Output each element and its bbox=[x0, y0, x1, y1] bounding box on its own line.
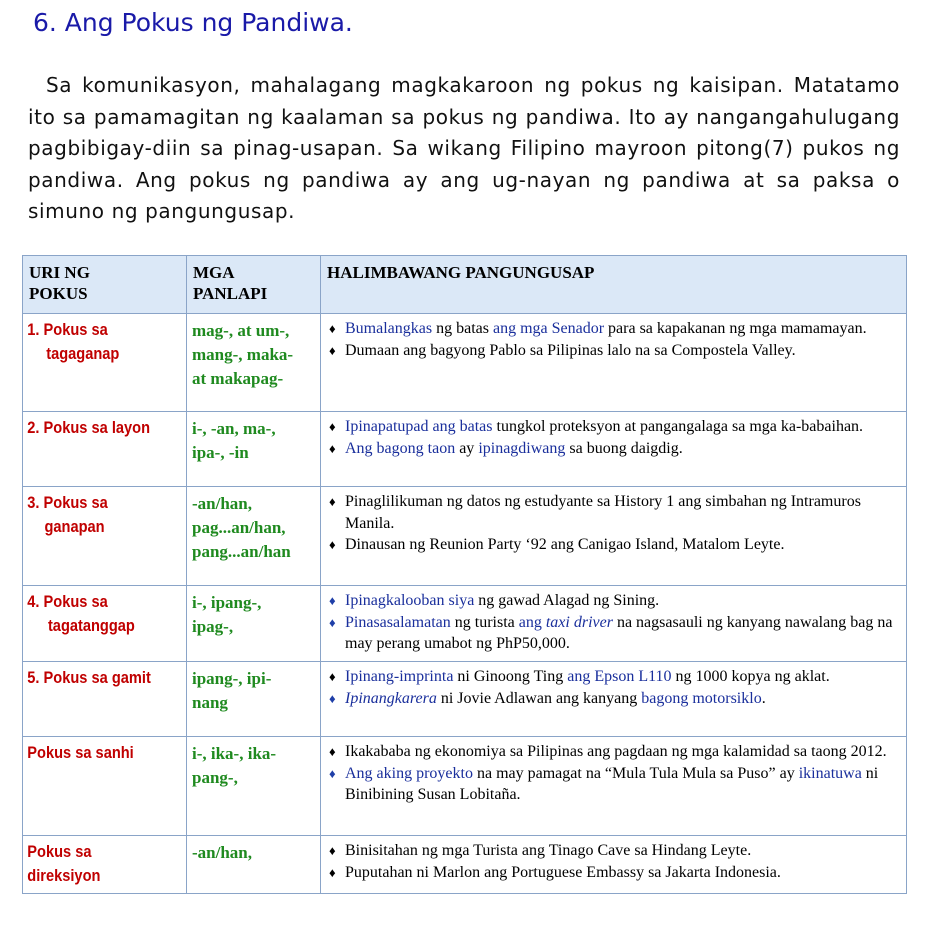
focus-type: 1. Pokus sa tagaganap bbox=[27, 320, 120, 363]
affix-list: mag-, at um-, mang-, maka- at makapag- bbox=[192, 321, 294, 388]
focus-type: Pokus sa sanhi bbox=[27, 743, 134, 762]
table-row bbox=[23, 737, 907, 836]
affix-list: i-, ika-, ika- pang-, bbox=[192, 744, 277, 787]
example-sentence: ♦ Puputahan ni Marlon ang Portuguese Embassy sa Jakarta Indonesia. bbox=[327, 862, 900, 884]
header-type: URI NG POKUS bbox=[23, 256, 187, 314]
focus-type: 5. Pokus sa gamit bbox=[27, 668, 151, 687]
affix-list: -an/han, bbox=[192, 843, 252, 862]
table-row bbox=[23, 314, 907, 412]
example-list bbox=[321, 586, 906, 659]
example-sentence: ♦ Bumalangkas ng batas ang mga Senador para sa kapakanan ng mga mamamayan. bbox=[327, 318, 900, 340]
affix-list: -an/han, pag...an/han, pang...an/han bbox=[192, 494, 291, 561]
example-sentence: ♦ Ipinang-imprinta ni Ginoong Ting ang Epson L110 ng 1000 kopya ng aklat. bbox=[327, 666, 900, 688]
example-sentence: ♦ Dumaan ang bagyong Pablo sa Pilipinas lalo na sa Compostela Valley. bbox=[327, 340, 900, 362]
affix-list: i-, -an, ma-, ipa-, -in bbox=[192, 419, 276, 462]
focus-type: Pokus sa direksiyon bbox=[27, 842, 101, 885]
example-list bbox=[321, 836, 906, 887]
example-sentence: ♦ Ipinapatupad ang batas tungkol proteksyon at pangangalaga sa mga ka-babaihan. bbox=[327, 416, 900, 438]
affix-list: i-, ipang-, ipag-, bbox=[192, 593, 262, 636]
example-list bbox=[321, 487, 906, 560]
table-header-row bbox=[23, 256, 907, 314]
example-list bbox=[321, 412, 906, 463]
focus-table bbox=[22, 255, 907, 894]
intro-paragraph bbox=[28, 70, 900, 228]
focus-type: 2. Pokus sa layon bbox=[27, 418, 151, 437]
table-row bbox=[23, 586, 907, 662]
example-sentence: ♦ Dinausan ng Reunion Party ‘92 ang Canigao Island, Matalom Leyte. bbox=[327, 534, 900, 556]
affix-list: ipang-, ipi- nang bbox=[192, 669, 272, 712]
table-row bbox=[23, 662, 907, 737]
example-list bbox=[321, 314, 906, 365]
table-row bbox=[23, 412, 907, 487]
intro-text: Sa komunikasyon, mahalagang magkakaroon ng pokus ng kaisipan. Matatamo ito sa pamamagitan ng kaalaman sa pokus ng pandiwa. Ito ay nangangahulugang pagbibigay-diin sa pinag-usapan. Sa wikang Filipino mayroon pitong(7) pukos ng pandiwa. Ang pokus ng pandiwa ay ang ug-nayan ng pandiwa at sa paksa o simuno ng pangungusap. bbox=[28, 73, 900, 223]
page-title: 6. Ang Pokus ng Pandiwa. bbox=[33, 8, 353, 37]
example-sentence: ♦ Ipinangkarera ni Jovie Adlawan ang kanyang bagong motorsiklo. bbox=[327, 688, 900, 710]
focus-type: 4. Pokus sa tagatanggap bbox=[27, 592, 135, 635]
table-row bbox=[23, 487, 907, 586]
header-example: HALIMBAWANG PANGUNGUSAP bbox=[321, 256, 907, 314]
example-sentence: ♦ Pinaglilikuman ng datos ng estudyante sa History 1 ang simbahan ng Intramuros Manila. bbox=[327, 491, 900, 534]
example-list bbox=[321, 737, 906, 810]
example-sentence: ♦ Ikakababa ng ekonomiya sa Pilipinas ang pagdaan ng mga kalamidad sa taong 2012. bbox=[327, 741, 900, 763]
example-sentence: ♦ Ang aking proyekto na may pamagat na “Mula Tula Mula sa Puso” ay ikinatuwa ni Binibining Susan Lobitaña. bbox=[327, 763, 900, 806]
example-sentence: ♦ Ipinagkalooban siya ng gawad Alagad ng Sining. bbox=[327, 590, 900, 612]
example-sentence: ♦ Ang bagong taon ay ipinagdiwang sa buong daigdig. bbox=[327, 438, 900, 460]
example-sentence: ♦ Binisitahan ng mga Turista ang Tinago Cave sa Hindang Leyte. bbox=[327, 840, 900, 862]
example-list bbox=[321, 662, 906, 713]
table-row bbox=[23, 836, 907, 894]
example-sentence: ♦ Pinasasalamatan ng turista ang taxi driver na nagsasauli ng kanyang nawalang bag na may perang umabot ng PhP50,000. bbox=[327, 612, 900, 655]
focus-type: 3. Pokus sa ganapan bbox=[27, 493, 108, 536]
header-affix: MGA PANLAPI bbox=[187, 256, 321, 314]
